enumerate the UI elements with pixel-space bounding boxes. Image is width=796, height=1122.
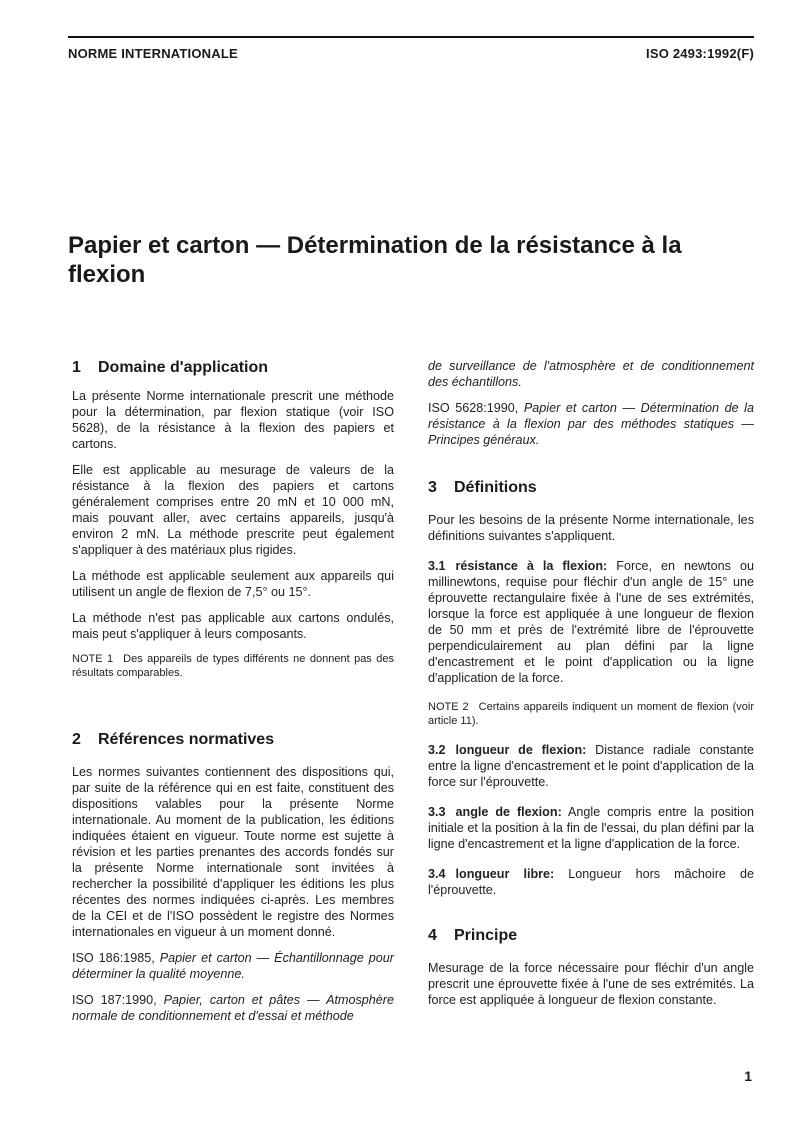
section-1-paragraph-3: La méthode est applicable seulement aux appareils qui utilisent un angle de flexion de 7,5° ou 15°.	[72, 569, 394, 599]
section-2-title: Références normatives	[98, 731, 275, 748]
header-rule	[68, 36, 754, 38]
note-2-text: Certains appareils indiquent un moment de flexion (voir article 11).	[428, 701, 754, 727]
section-3-heading	[428, 478, 754, 498]
note-2-label: NOTE 2	[428, 701, 469, 713]
reference-iso-187-title-part-1: Papier, carton et pâtes — Atmosphère normale de conditionnement et d'essai et méthode	[72, 993, 394, 1023]
section-1-paragraph-4: La méthode n'est pas applicable aux cartons ondulés, mais peut s'appliquer à leurs composants.	[72, 611, 394, 641]
section-4-paragraph-1: Mesurage de la force nécessaire pour fléchir d'un angle prescrit une éprouvette fixée à l'une de ses extrémités. La force est appliquée à longueur de flexion constante.	[428, 961, 754, 1007]
section-4-heading	[428, 926, 754, 946]
reference-iso-186-title: Papier et carton — Échantillonnage pour déterminer la qualité moyenne.	[72, 951, 394, 981]
reference-iso-5628-code: ISO 5628:1990,	[428, 401, 519, 415]
left-column	[72, 358, 394, 1024]
title-line-2: flexion	[68, 261, 146, 288]
note-2	[428, 700, 754, 728]
section-1-title: Domaine d'application	[98, 359, 269, 376]
section-4-title: Principe	[454, 927, 518, 944]
note-1-text: Des appareils de types différents ne donnent pas des résultats comparables.	[72, 653, 394, 679]
definition-3-4-text: Longueur hors mâchoire de l'éprouvette.	[428, 867, 754, 897]
reference-iso-5628	[428, 400, 754, 448]
section-3-number: 3	[428, 479, 437, 496]
page-number: 1	[744, 1068, 752, 1084]
definition-3-4	[428, 866, 754, 898]
reference-iso-186-code: ISO 186:1985,	[72, 951, 155, 965]
definition-3-3-text: Angle compris entre la position initiale et la position à la fin de l'essai, du plan défini par la ligne d'encastrement et la ligne d'application de la force.	[428, 805, 754, 851]
title-line-1: Papier et carton — Détermination de la résistance à la	[68, 232, 682, 259]
section-3-definitions	[428, 478, 754, 898]
section-1-scope	[72, 358, 394, 680]
definition-3-1-term: résistance à la flexion:	[455, 559, 608, 573]
definition-3-4-term: longueur libre:	[455, 867, 555, 881]
section-1-paragraph-1: La présente Norme internationale prescrit une méthode pour la détermination, par flexion statique (voir ISO 5628), de la résistance à la flexion des papiers et cartons.	[72, 389, 394, 451]
definition-3-1-text: Force, en newtons ou millinewtons, requise pour fléchir d'un angle de 15° une éprouvette rectangulaire fixée à l'une de ses extrémités, lorsque la force est appliquée à une longueur de flexion de 50 mm et près de l'extrémité libre de l'éprouvette perpendiculairement au plan défini par la ligne d'encastrement et le point d'application ou la ligne d'application de la force.	[428, 559, 754, 685]
definition-3-3	[428, 804, 754, 852]
definition-3-3-term: angle de flexion:	[455, 805, 562, 819]
reference-iso-187	[72, 992, 394, 1024]
section-3-title: Définitions	[454, 479, 537, 496]
definition-3-2-number: 3.2	[428, 743, 446, 757]
reference-iso-187-code: ISO 187:1990,	[72, 993, 157, 1007]
section-2-heading	[72, 730, 394, 750]
section-2-paragraph-1: Les normes suivantes contiennent des dispositions qui, par suite de la référence qui en est faite, constituent des dispositions valables pour la présente Norme internationale. Au moment de la publication, les éditions indiquées étaient en vigueur. Toute norme est sujette à révision et les parties prenantes des accords fondés sur la présente Norme internationale sont invitées à rechercher la possibilité d'appliquer les éditions les plus récentes des normes indiquées ci-après. Les membres de la CEI et de l'ISO possèdent le registre des Normes internationales en vigueur à un moment donné.	[72, 765, 394, 939]
definition-3-3-number: 3.3	[428, 805, 446, 819]
section-2-number: 2	[72, 731, 81, 748]
note-1	[72, 652, 394, 680]
reference-iso-186	[72, 950, 394, 982]
definition-3-2-text: Distance radiale constante entre la ligne d'encastrement et le point d'application de la force sur l'éprouvette.	[428, 743, 755, 789]
section-1-number: 1	[72, 359, 81, 376]
section-4-principle	[428, 926, 754, 1008]
reference-iso-187-title-part-2: de surveillance de l'atmosphère et de conditionnement des échantillons.	[428, 359, 754, 389]
reference-iso-5628-title: Papier et carton — Détermination de la résistance à la flexion par des méthodes statiques — Principes généraux.	[428, 401, 754, 447]
section-1-paragraph-2: Elle est applicable au mesurage de valeurs de la résistance à la flexion des papiers et cartons généralement comprises entre 20 mN et 10 000 mN, mais pouvant aller, avec certains appareils, jusqu'à environ 2 mN. La méthode prescrite peut également s'appliquer à des matériaux plus rigides.	[72, 463, 394, 557]
note-1-label: NOTE 1	[72, 653, 114, 665]
section-2-normative-references	[72, 730, 394, 1024]
document-title	[68, 231, 728, 289]
definition-3-1	[428, 558, 754, 686]
section-1-heading	[72, 358, 394, 378]
header-standard-type: NORME INTERNATIONALE	[68, 46, 238, 61]
header-standard-number: ISO 2493:1992(F)	[646, 46, 754, 61]
section-4-number: 4	[428, 927, 437, 944]
definition-3-2	[428, 742, 754, 790]
definition-3-4-number: 3.4	[428, 867, 446, 881]
right-column	[428, 358, 754, 1008]
section-3-intro: Pour les besoins de la présente Norme internationale, les définitions suivantes s'appliquent.	[428, 513, 754, 543]
definition-3-1-number: 3.1	[428, 559, 446, 573]
definition-3-2-term: longueur de flexion:	[455, 743, 587, 757]
